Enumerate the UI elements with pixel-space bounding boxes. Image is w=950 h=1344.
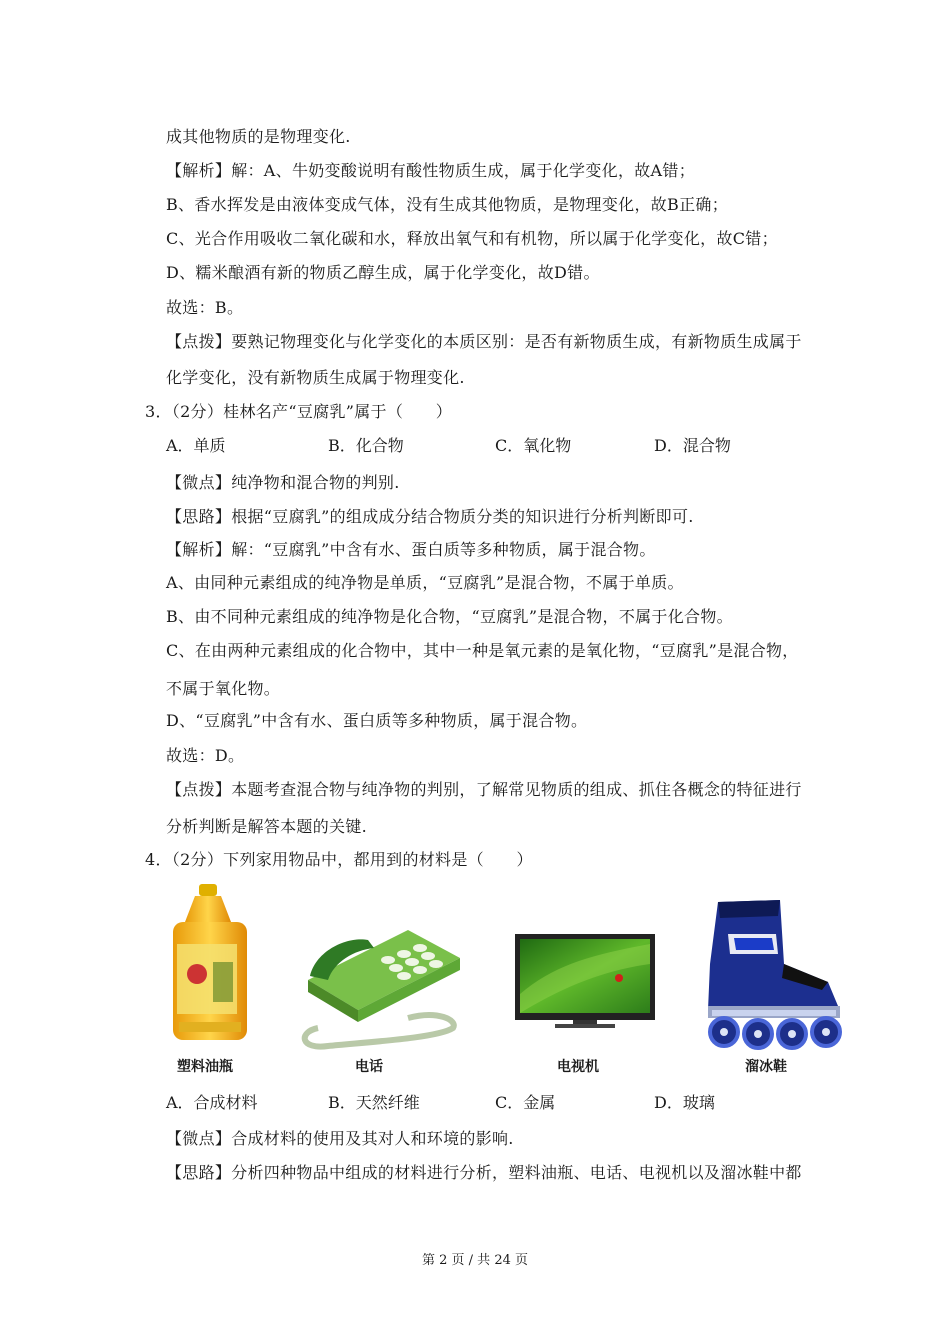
text-line: D、“豆腐乳”中含有水、蛋白质等多种物质，属于混合物。 <box>166 711 588 730</box>
option-a: A．单质 <box>166 436 226 455</box>
dianbo-line: 【点拨】本题考查混合物与纯净物的判别，了解常见物质的组成、抓住各概念的特征进行 <box>166 780 802 799</box>
page-footer: 第 2 页 / 共 24 页 <box>422 1253 528 1268</box>
option-b: B．化合物 <box>328 436 404 455</box>
option-a: A．合成材料 <box>166 1093 258 1112</box>
silu-line: 【思路】根据“豆腐乳”的组成成分结合物质分类的知识进行分析判断即可. <box>166 507 694 526</box>
option-b: B．天然纤维 <box>328 1093 420 1112</box>
figure-caption: 溜冰鞋 <box>745 1059 787 1075</box>
question-3-stem: 3．（2分）桂林名产“豆腐乳”属于（ ） <box>145 402 453 421</box>
telephone-icon <box>288 910 468 1050</box>
text-line: 不属于氧化物。 <box>166 679 281 698</box>
text-line: C、光合作用吸收二氧化碳和水，释放出氧气和有机物，所以属于化学变化，故C错； <box>166 229 778 248</box>
question-4-figures <box>160 882 860 1082</box>
text-line: 【点拨】要熟记物理变化与化学变化的本质区别：是否有新物质生成，有新物质生成属于 <box>166 332 802 351</box>
text-line: 化学变化，没有新物质生成属于物理变化. <box>166 368 465 387</box>
text-line: A、由同种元素组成的纯净物是单质，“豆腐乳”是混合物，不属于单质。 <box>166 573 684 592</box>
oil-bottle-icon <box>165 882 255 1047</box>
weidian-line: 【微点】合成材料的使用及其对人和环境的影响. <box>166 1129 514 1148</box>
text-line: B、由不同种元素组成的纯净物是化合物，“豆腐乳”是混合物，不属于化合物。 <box>166 607 733 626</box>
figure-caption: 电话 <box>355 1059 383 1075</box>
option-d: D．玻璃 <box>654 1093 715 1112</box>
figure-caption: 塑料油瓶 <box>177 1059 233 1075</box>
television-icon <box>515 934 655 1029</box>
question-4-stem: 4．（2分）下列家用物品中，都用到的材料是（ ） <box>145 850 533 869</box>
figure-caption: 电视机 <box>557 1059 599 1075</box>
text-line: 故选：B。 <box>166 298 244 317</box>
option-d: D．混合物 <box>654 436 731 455</box>
text-line: 成其他物质的是物理变化. <box>166 127 351 146</box>
option-c: C．氧化物 <box>495 436 572 455</box>
text-line: 【解析】解：A、牛奶变酸说明有酸性物质生成，属于化学变化，故A错； <box>166 161 696 180</box>
question-3-options <box>166 436 766 456</box>
jiexi-line: 【解析】解：“豆腐乳”中含有水、蛋白质等多种物质，属于混合物。 <box>166 540 656 559</box>
option-c: C．金属 <box>495 1093 556 1112</box>
roller-skate-icon <box>688 894 853 1054</box>
text-line: C、在由两种元素组成的化合物中，其中一种是氧元素的是氧化物，“豆腐乳”是混合物， <box>166 641 799 660</box>
weidian-line: 【微点】纯净物和混合物的判别. <box>166 473 400 492</box>
text-line: D、糯米酿酒有新的物质乙醇生成，属于化学变化，故D错。 <box>166 263 600 282</box>
question-4-options <box>166 1093 766 1113</box>
answer-line: 故选：D。 <box>166 746 245 765</box>
text-line: B、香水挥发是由液体变成气体，没有生成其他物质，是物理变化，故B正确； <box>166 195 729 214</box>
silu-line: 【思路】分析四种物品中组成的材料进行分析，塑料油瓶、电话、电视机以及溜冰鞋中都 <box>166 1163 802 1182</box>
dianbo-line: 分析判断是解答本题的关键. <box>166 817 367 836</box>
